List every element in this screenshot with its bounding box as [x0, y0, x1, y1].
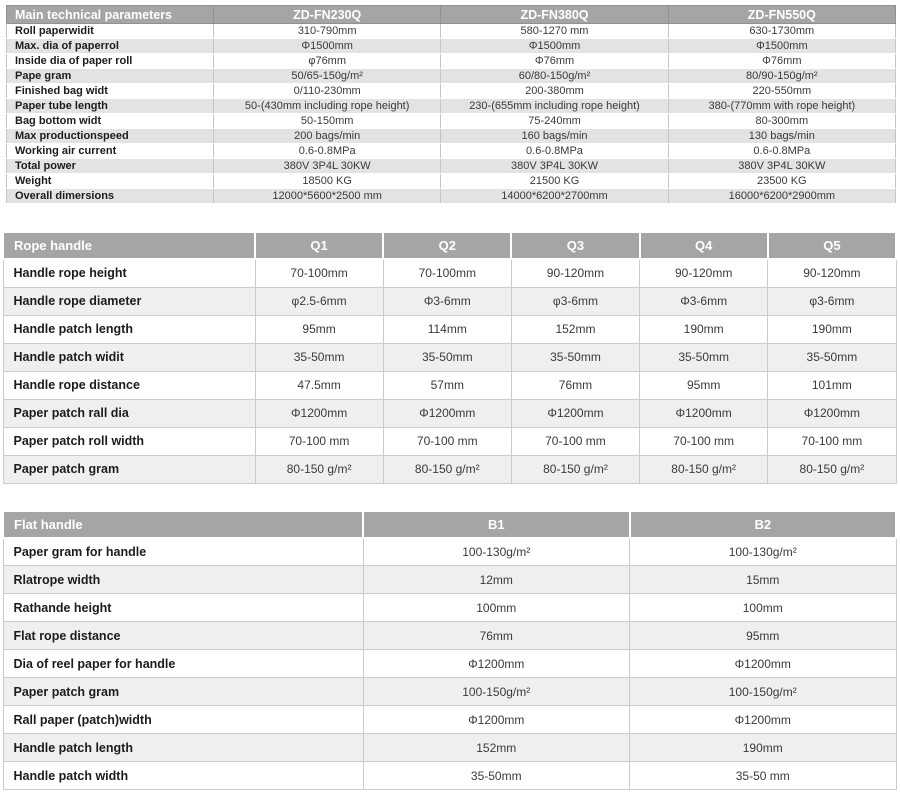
row-label: Working air current	[7, 144, 214, 159]
row-label: Handle patch width	[3, 762, 363, 790]
cell-value: 95mm	[255, 315, 383, 343]
cell-value: 95mm	[640, 371, 768, 399]
cell-value: 80-150 g/m²	[768, 455, 896, 483]
row-label: Paper patch roll width	[3, 427, 255, 455]
cell-value: 230-(655mm including rope height)	[441, 99, 668, 114]
column-header: Q1	[255, 232, 383, 259]
row-label: Bag bottom widt	[7, 114, 214, 129]
table-row	[3, 678, 896, 706]
table-row	[7, 24, 896, 39]
cell-value: 152mm	[511, 315, 639, 343]
cell-value: 18500 KG	[214, 174, 441, 189]
cell-value: 80-150 g/m²	[511, 455, 639, 483]
row-label: Max. dia of paperrol	[7, 39, 214, 54]
cell-value: 380V 3P4L 30KW	[214, 159, 441, 174]
cell-value: 580-1270 mm	[441, 24, 668, 39]
cell-value: 60/80-150g/m²	[441, 69, 668, 84]
cell-value: 35-50 mm	[630, 762, 897, 790]
cell-value: 190mm	[630, 734, 897, 762]
row-label: Roll paperwidit	[7, 24, 214, 39]
row-label: Handle rope height	[3, 259, 255, 287]
cell-value: 220-550mm	[668, 84, 895, 99]
cell-value: Φ76mm	[441, 54, 668, 69]
cell-value: 12mm	[363, 566, 630, 594]
row-label: Paper tube length	[7, 99, 214, 114]
table-row	[3, 399, 896, 427]
cell-value: 35-50mm	[768, 343, 896, 371]
column-header: B2	[630, 511, 897, 538]
row-label: Dia of reel paper for handle	[3, 650, 363, 678]
row-label: Rathande height	[3, 594, 363, 622]
cell-value: 0.6-0.8MPa	[441, 144, 668, 159]
row-label: Handle patch length	[3, 734, 363, 762]
cell-value: φ3-6mm	[768, 287, 896, 315]
row-label: Weight	[7, 174, 214, 189]
cell-value: 95mm	[630, 622, 897, 650]
row-label: Handle patch length	[3, 315, 255, 343]
table-row	[7, 99, 896, 114]
cell-value: 35-50mm	[383, 343, 511, 371]
table-row	[7, 174, 896, 189]
table-row	[7, 189, 896, 204]
cell-value: 90-120mm	[511, 259, 639, 287]
cell-value: Φ1500mm	[441, 39, 668, 54]
cell-value: 14000*6200*2700mm	[441, 189, 668, 204]
cell-value: 12000*5600*2500 mm	[214, 189, 441, 204]
table-row	[3, 734, 896, 762]
cell-value: 80-300mm	[668, 114, 895, 129]
cell-value: 15mm	[630, 566, 897, 594]
header-row	[3, 511, 896, 538]
cell-value: 0/110-230mm	[214, 84, 441, 99]
cell-value: 57mm	[383, 371, 511, 399]
table-row	[7, 39, 896, 54]
cell-value: 100-130g/m²	[630, 538, 897, 566]
table-row	[3, 343, 896, 371]
cell-value: 35-50mm	[511, 343, 639, 371]
cell-value: 50/65-150g/m²	[214, 69, 441, 84]
table-title: Flat handle	[3, 511, 363, 538]
cell-value: 100-150g/m²	[363, 678, 630, 706]
table-row	[7, 54, 896, 69]
cell-value: 76mm	[511, 371, 639, 399]
cell-value: Φ1200mm	[363, 650, 630, 678]
table-row	[3, 287, 896, 315]
cell-value: 50-(430mm including rope height)	[214, 99, 441, 114]
table-row	[3, 622, 896, 650]
cell-value: 23500 KG	[668, 174, 895, 189]
table-title: Rope handle	[3, 232, 255, 259]
table-row	[3, 427, 896, 455]
row-label: Inside dia of paper roll	[7, 54, 214, 69]
cell-value: 70-100mm	[255, 259, 383, 287]
column-header: Q5	[768, 232, 896, 259]
row-label: Handle rope diameter	[3, 287, 255, 315]
row-label: Total power	[7, 159, 214, 174]
column-header: ZD-FN380Q	[441, 6, 668, 24]
cell-value: 200 bags/min	[214, 129, 441, 144]
cell-value: 0.6-0.8MPa	[668, 144, 895, 159]
cell-value: 380V 3P4L 30KW	[441, 159, 668, 174]
cell-value: 80-150 g/m²	[255, 455, 383, 483]
rope-handle-table	[2, 231, 897, 484]
table-row	[3, 594, 896, 622]
cell-value: 0.6-0.8MPa	[214, 144, 441, 159]
table-row	[7, 69, 896, 84]
cell-value: 130 bags/min	[668, 129, 895, 144]
cell-value: 152mm	[363, 734, 630, 762]
column-header: ZD-FN550Q	[668, 6, 895, 24]
cell-value: Φ1200mm	[511, 399, 639, 427]
table-row	[3, 259, 896, 287]
cell-value: φ2.5-6mm	[255, 287, 383, 315]
cell-value: 114mm	[383, 315, 511, 343]
table-row	[7, 114, 896, 129]
table-row	[7, 144, 896, 159]
table-row	[3, 315, 896, 343]
cell-value: 190mm	[768, 315, 896, 343]
table-row	[3, 566, 896, 594]
row-label: Handle patch widit	[3, 343, 255, 371]
cell-value: 70-100 mm	[768, 427, 896, 455]
cell-value: 70-100 mm	[511, 427, 639, 455]
cell-value: 90-120mm	[640, 259, 768, 287]
cell-value: 380-(770mm with rope height)	[668, 99, 895, 114]
table-row	[7, 84, 896, 99]
column-header: Q3	[511, 232, 639, 259]
cell-value: 70-100 mm	[383, 427, 511, 455]
table-row	[3, 538, 896, 566]
cell-value: Φ1200mm	[640, 399, 768, 427]
cell-value: 100mm	[630, 594, 897, 622]
cell-value: 90-120mm	[768, 259, 896, 287]
row-label: Overall dimersions	[7, 189, 214, 204]
row-label: Rall paper (patch)width	[3, 706, 363, 734]
table-row	[3, 371, 896, 399]
row-label: Handle rope distance	[3, 371, 255, 399]
cell-value: 21500 KG	[441, 174, 668, 189]
cell-value: 100-150g/m²	[630, 678, 897, 706]
column-header: Q4	[640, 232, 768, 259]
table-row	[3, 706, 896, 734]
cell-value: Φ3-6mm	[383, 287, 511, 315]
table-title: Main technical parameters	[7, 6, 214, 24]
cell-value: Φ1200mm	[630, 706, 897, 734]
cell-value: Φ76mm	[668, 54, 895, 69]
header-row	[7, 6, 896, 24]
cell-value: 101mm	[768, 371, 896, 399]
cell-value: 380V 3P4L 30KW	[668, 159, 895, 174]
row-label: Max productionspeed	[7, 129, 214, 144]
row-label: Rlatrope width	[3, 566, 363, 594]
column-header: Q2	[383, 232, 511, 259]
cell-value: φ76mm	[214, 54, 441, 69]
cell-value: 80-150 g/m²	[640, 455, 768, 483]
cell-value: Φ1200mm	[383, 399, 511, 427]
cell-value: 200-380mm	[441, 84, 668, 99]
table-row	[7, 129, 896, 144]
row-label: Finished bag widt	[7, 84, 214, 99]
cell-value: 310-790mm	[214, 24, 441, 39]
cell-value: 100-130g/m²	[363, 538, 630, 566]
cell-value: Φ1500mm	[668, 39, 895, 54]
cell-value: 100mm	[363, 594, 630, 622]
column-header: B1	[363, 511, 630, 538]
cell-value: 80/90-150g/m²	[668, 69, 895, 84]
column-header: ZD-FN230Q	[214, 6, 441, 24]
cell-value: 76mm	[363, 622, 630, 650]
flat-handle-table	[2, 510, 897, 791]
cell-value: 80-150 g/m²	[383, 455, 511, 483]
cell-value: Φ1200mm	[768, 399, 896, 427]
row-label: Paper gram for handle	[3, 538, 363, 566]
cell-value: 70-100 mm	[640, 427, 768, 455]
row-label: Flat rope distance	[3, 622, 363, 650]
row-label: Paper patch rall dia	[3, 399, 255, 427]
row-label: Paper patch gram	[3, 455, 255, 483]
cell-value: 160 bags/min	[441, 129, 668, 144]
cell-value: 70-100 mm	[255, 427, 383, 455]
cell-value: Φ1200mm	[363, 706, 630, 734]
cell-value: 47.5mm	[255, 371, 383, 399]
cell-value: 35-50mm	[363, 762, 630, 790]
cell-value: 70-100mm	[383, 259, 511, 287]
cell-value: Φ1500mm	[214, 39, 441, 54]
table-row	[3, 455, 896, 483]
table-row	[3, 650, 896, 678]
cell-value: Φ1200mm	[630, 650, 897, 678]
cell-value: 190mm	[640, 315, 768, 343]
table-row	[3, 762, 896, 790]
cell-value: 35-50mm	[640, 343, 768, 371]
row-label: Pape gram	[7, 69, 214, 84]
cell-value: Φ3-6mm	[640, 287, 768, 315]
header-row	[3, 232, 896, 259]
cell-value: 50-150mm	[214, 114, 441, 129]
row-label: Paper patch gram	[3, 678, 363, 706]
table-row	[7, 159, 896, 174]
cell-value: 16000*6200*2900mm	[668, 189, 895, 204]
cell-value: 35-50mm	[255, 343, 383, 371]
cell-value: Φ1200mm	[255, 399, 383, 427]
cell-value: 75-240mm	[441, 114, 668, 129]
main-technical-parameters-table	[6, 5, 896, 204]
cell-value: φ3-6mm	[511, 287, 639, 315]
cell-value: 630-1730mm	[668, 24, 895, 39]
